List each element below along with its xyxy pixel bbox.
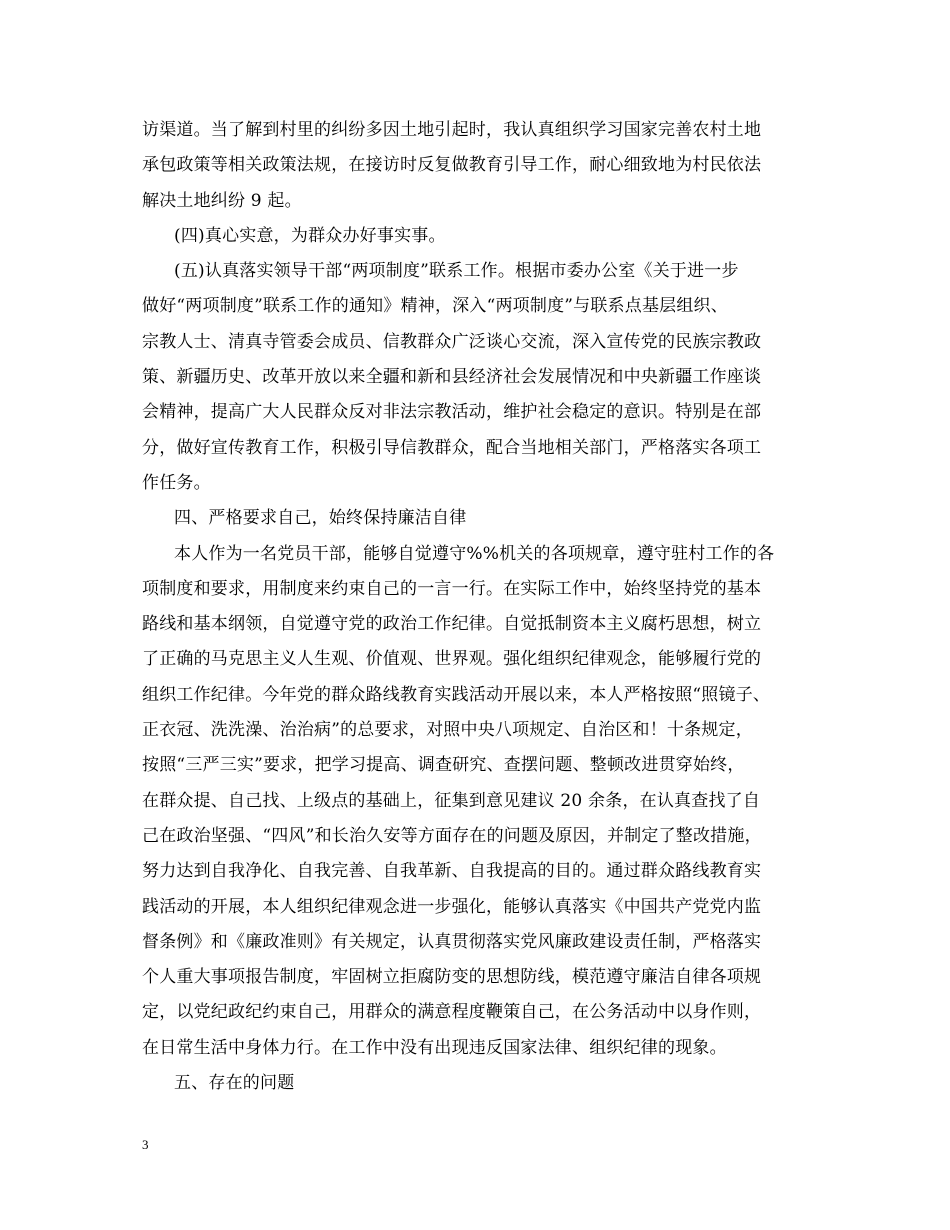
text-line: 做好“两项制度”联系工作的通知》精神，深入“两项制度”与联系点基层组织、: [142, 296, 728, 317]
text-line: 了正确的马克思主义人生观、价值观、世界观。强化组织纪律观念，能够履行党的: [142, 649, 762, 670]
text-line: 策、新疆历史、改革开放以来全疆和新和县经济社会发展情况和中央新疆工作座谈: [142, 367, 762, 388]
text-line: 路线和基本纲领，自觉遵守党的政治工作纪律。自觉抵制资本主义腐朽思想，树立: [142, 614, 762, 635]
text-line: 本人作为一名党员干部，能够自觉遵守%%机关的各项规章，遵守驻村工作的各: [174, 543, 775, 564]
text-line: 在群众提、自己找、上级点的基础上，征集到意见建议 20 余条，在认真查找了自: [142, 790, 761, 811]
text-line: 努力达到自我净化、自我完善、自我革新、自我提高的目的。通过群众路线教育实: [142, 861, 762, 882]
text-line: 个人重大事项报告制度，牢固树立拒腐防变的思想防线，模范遵守廉洁自律各项规: [142, 967, 762, 988]
text-line: 组织工作纪律。今年党的群众路线教育实践活动开展以来，本人严格按照“照镜子、: [142, 684, 771, 705]
text-line: 正衣冠、洗洗澡、治治病”的总要求，对照中央八项规定、自治区和！十条规定，: [142, 720, 753, 741]
text-line: (五)认真落实领导干部“两项制度”联系工作。根据市委办公室《关于进一步: [174, 261, 739, 282]
text-line: 督条例》和《廉政准则》有关规定，认真贯彻落实党风廉政建设责任制，严格落实: [142, 931, 762, 952]
text-line: 宗教人士、清真寺管委会成员、信教群众广泛谈心交流，深入宣传党的民族宗教政: [142, 331, 762, 352]
text-line: 解决土地纠纷 9 起。: [142, 190, 302, 211]
text-line: 四、严格要求自己，始终保持廉洁自律: [174, 508, 467, 529]
text-line: 按照“三严三实”要求，把学习提高、调查研究、查摆问题、整顿改进贯穿始终，: [142, 755, 745, 776]
text-line: 会精神，提高广大人民群众反对非法宗教活动，维护社会稳定的意识。特别是在部: [142, 402, 762, 423]
document-body: [142, 113, 822, 1101]
text-line: 践活动的开展，本人组织纪律观念进一步强化，能够认真落实《中国共产党党内监: [142, 896, 762, 917]
text-line: 在日常生活中身体力行。在工作中没有出现违反国家法律、组织纪律的现象。: [142, 1037, 727, 1058]
text-line: 作任务。: [142, 472, 211, 493]
text-line: (四)真心实意，为群众办好事实事。: [174, 225, 446, 246]
text-line: 分，做好宣传教育工作，积极引导信教群众，配合当地相关部门，严格落实各项工: [142, 437, 762, 458]
text-line: 定，以党纪政纪约束自己，用群众的满意程度鞭策自己，在公务活动中以身作则，: [142, 1002, 762, 1023]
text-line: 承包政策等相关政策法规，在接访时反复做教育引导工作，耐心细致地为村民依法: [142, 155, 762, 176]
text-line: 己在政治坚强、“四风”和长治久安等方面存在的问题及原因，并制定了整改措施，: [142, 825, 762, 846]
page-number: 3: [142, 1137, 149, 1152]
text-line: 五、存在的问题: [174, 1073, 295, 1094]
text-line: 访渠道。当了解到村里的纠纷多因土地引起时，我认真组织学习国家完善农村土地: [142, 120, 762, 140]
text-line: 项制度和要求，用制度来约束自己的一言一行。在实际工作中，始终坚持党的基本: [142, 578, 762, 599]
